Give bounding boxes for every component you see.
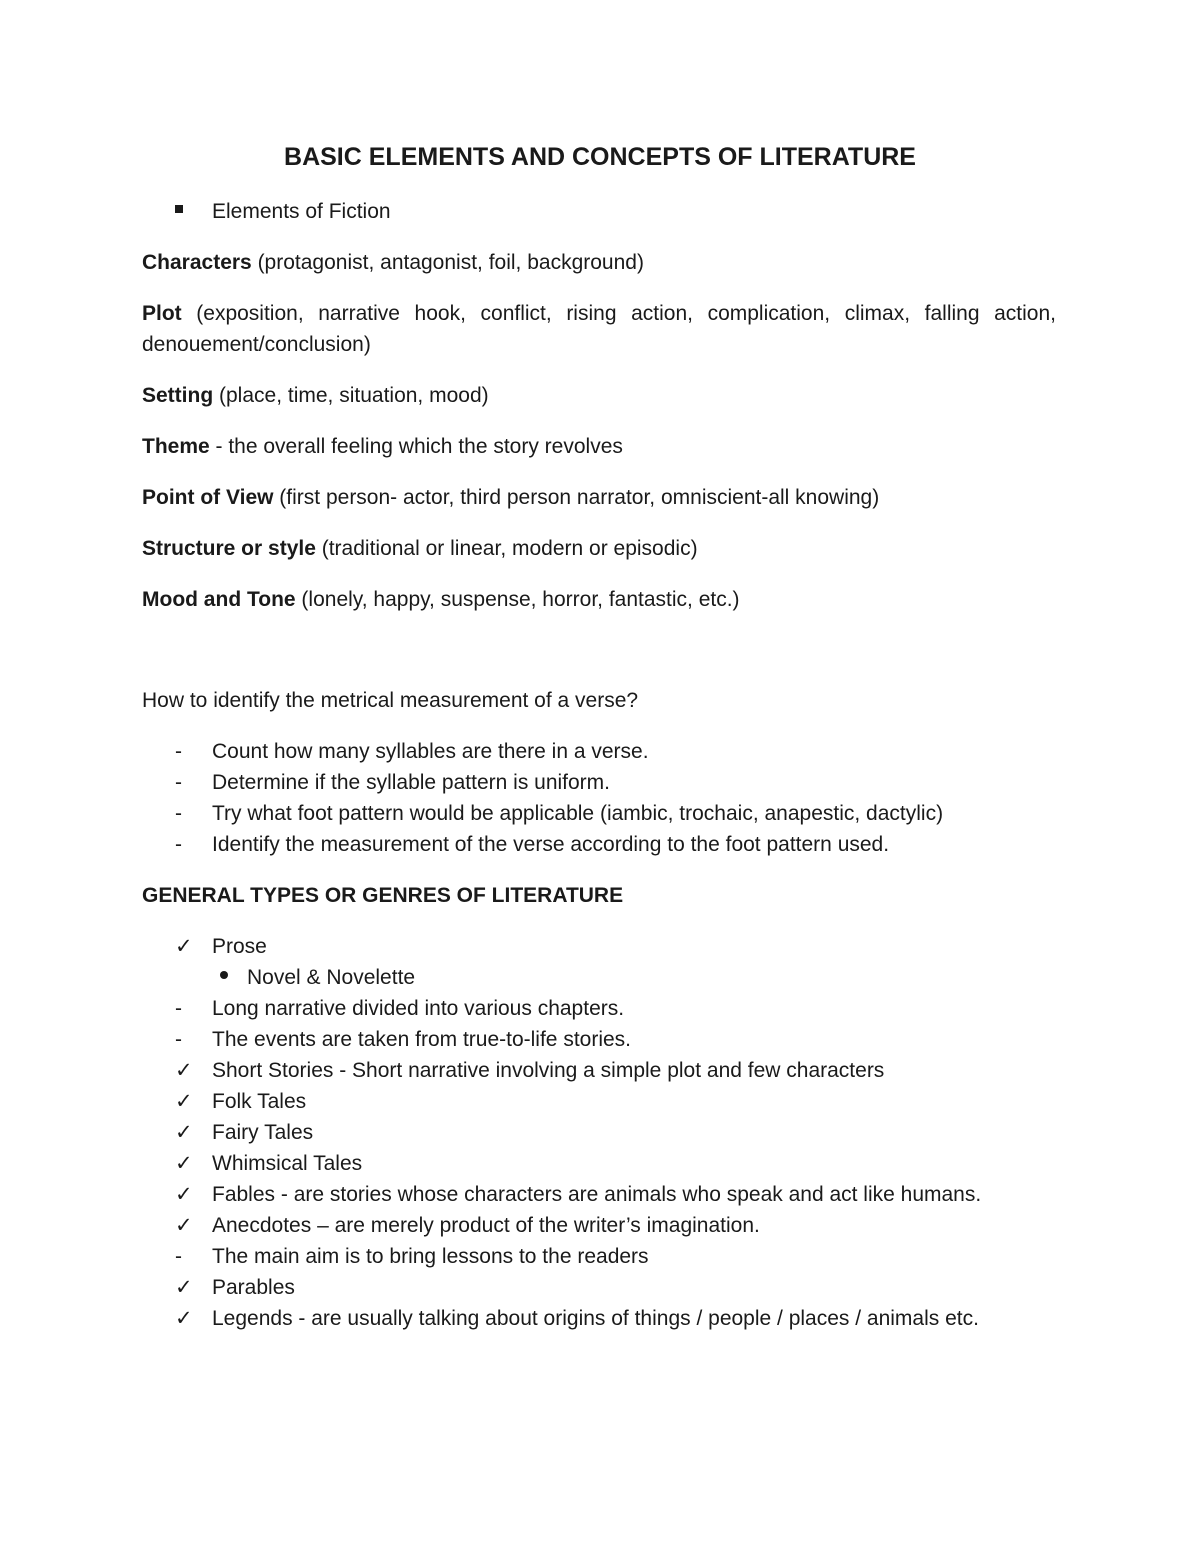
genres-heading: GENERAL TYPES OR GENRES OF LITERATURE xyxy=(142,884,624,907)
list-item xyxy=(142,1024,1056,1055)
element-term: Mood and Tone xyxy=(142,588,296,611)
list-item xyxy=(142,767,1056,798)
list-item-text: Prose xyxy=(212,935,267,958)
section-bullet-text: Elements of Fiction xyxy=(212,200,391,223)
list-item xyxy=(142,1303,1056,1334)
element-term: Structure or style xyxy=(142,537,316,560)
element-term: Theme xyxy=(142,435,210,458)
list-item-text: Try what foot pattern would be applicable (iambic, trochaic, anapestic, dactylic) xyxy=(212,802,944,825)
dash-bullet-icon: - xyxy=(175,802,182,825)
element-description: - the overall feeling which the story revolves xyxy=(209,435,623,458)
element-description: (exposition, narrative hook, conflict, rising action, complication, climax, falling action, denouement/conclusion) xyxy=(142,302,1056,356)
list-item xyxy=(142,993,1056,1024)
verse-steps-list xyxy=(142,736,1056,860)
list-item-text: Long narrative divided into various chapters. xyxy=(212,997,625,1020)
check-icon: ✓ xyxy=(175,1059,193,1082)
list-item-text: Count how many syllables are there in a verse. xyxy=(212,740,649,763)
list-item xyxy=(142,931,1056,962)
list-item xyxy=(142,736,1056,767)
document-title: BASIC ELEMENTS AND CONCEPTS OF LITERATURE xyxy=(284,143,916,171)
list-item-text: The events are taken from true-to-life stories. xyxy=(212,1028,632,1051)
section-bullet-item xyxy=(142,196,1056,227)
check-icon: ✓ xyxy=(175,1307,193,1330)
element-mood-tone xyxy=(142,584,1056,615)
check-icon: ✓ xyxy=(175,1183,193,1206)
list-item xyxy=(142,1179,1056,1210)
list-item xyxy=(142,1055,1056,1086)
list-item-text: Anecdotes – are merely product of the writer’s imagination. xyxy=(212,1214,760,1237)
list-item-text: Parables xyxy=(212,1276,295,1299)
document-body xyxy=(142,196,1056,1334)
verse-question: How to identify the metrical measurement of a verse? xyxy=(142,689,639,712)
list-item-text: Fairy Tales xyxy=(212,1121,314,1144)
list-item-text: Folk Tales xyxy=(212,1090,307,1113)
check-icon: ✓ xyxy=(175,1152,193,1175)
check-icon: ✓ xyxy=(175,935,193,958)
check-icon: ✓ xyxy=(175,1121,193,1144)
square-bullet-icon xyxy=(175,196,199,227)
list-item-text: Fables - are stories whose characters are animals who speak and act like humans. xyxy=(212,1183,982,1206)
genres-list xyxy=(142,931,1056,1334)
list-item-text: Short Stories - Short narrative involving a simple plot and few characters xyxy=(212,1059,885,1082)
dash-bullet-icon: - xyxy=(175,740,182,763)
element-point-of-view xyxy=(142,482,1056,513)
element-characters xyxy=(142,247,1056,278)
list-item xyxy=(142,829,1056,860)
list-item xyxy=(142,1148,1056,1179)
element-setting xyxy=(142,380,1056,411)
list-item-text: Determine if the syllable pattern is uniform. xyxy=(212,771,611,794)
element-term: Plot xyxy=(142,302,182,325)
list-item-text: The main aim is to bring lessons to the readers xyxy=(212,1245,649,1268)
list-item xyxy=(142,1210,1056,1241)
list-item-text: Legends - are usually talking about origins of things / people / places / animals etc. xyxy=(212,1307,979,1330)
check-icon: ✓ xyxy=(175,1090,193,1113)
element-description: (place, time, situation, mood) xyxy=(213,384,489,407)
element-plot xyxy=(142,298,1056,360)
element-term: Point of View xyxy=(142,486,274,509)
list-item xyxy=(142,1272,1056,1303)
dash-bullet-icon: - xyxy=(175,997,182,1020)
list-item-text: Novel & Novelette xyxy=(247,966,416,989)
list-item xyxy=(142,1086,1056,1117)
list-item xyxy=(142,798,1056,829)
element-structure xyxy=(142,533,1056,564)
list-item-text: Identify the measurement of the verse according to the foot pattern used. xyxy=(212,833,890,856)
list-item-text: Whimsical Tales xyxy=(212,1152,363,1175)
dash-bullet-icon: - xyxy=(175,833,182,856)
element-description: (lonely, happy, suspense, horror, fantastic, etc.) xyxy=(295,588,740,611)
round-bullet-icon xyxy=(220,962,244,993)
dash-bullet-icon: - xyxy=(175,1028,182,1051)
check-icon: ✓ xyxy=(175,1214,193,1237)
list-item xyxy=(142,1241,1056,1272)
element-description: (protagonist, antagonist, foil, background) xyxy=(251,251,644,274)
list-item-nested xyxy=(142,962,1056,993)
element-term: Setting xyxy=(142,384,214,407)
dash-bullet-icon: - xyxy=(175,771,182,794)
element-description: (first person- actor, third person narrator, omniscient-all knowing) xyxy=(273,486,880,509)
dash-bullet-icon: - xyxy=(175,1245,182,1268)
element-description: (traditional or linear, modern or episodic) xyxy=(315,537,698,560)
check-icon: ✓ xyxy=(175,1276,193,1299)
list-item xyxy=(142,1117,1056,1148)
element-theme xyxy=(142,431,1056,462)
element-term: Characters xyxy=(142,251,252,274)
